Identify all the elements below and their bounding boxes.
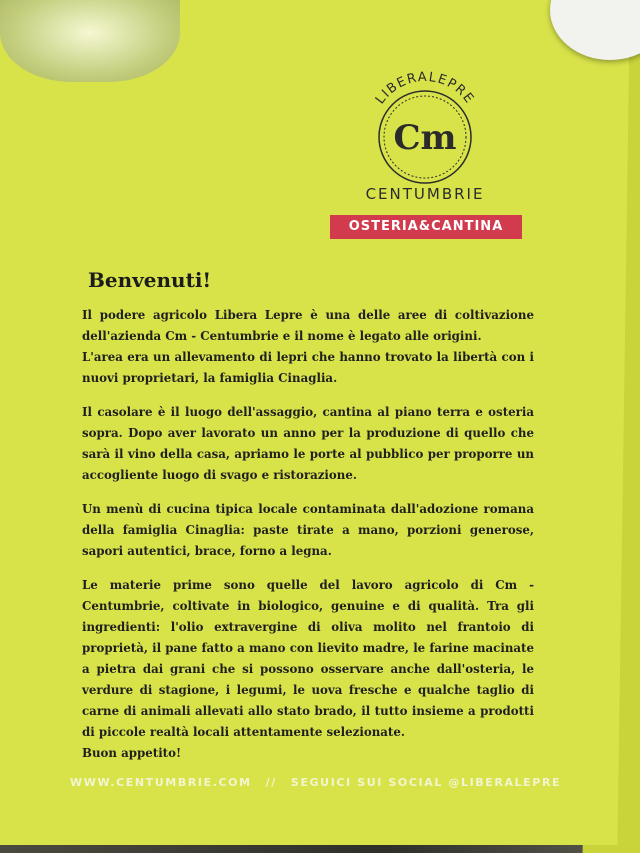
closing-greeting: Buon appetito! bbox=[82, 746, 182, 760]
menu-body-text bbox=[82, 305, 534, 777]
water-glass bbox=[0, 0, 180, 82]
paragraph-menu: Un menù di cucina tipica locale contaminata dall'adozione romana della famiglia Cinaglia: paste tirate a mano, porzioni generose, sapori autentici, brace, forno a legna. bbox=[82, 502, 534, 558]
logo-monogram: Cm bbox=[393, 118, 457, 158]
logo-arc-text: LIBERALEPRE bbox=[372, 70, 478, 108]
footer bbox=[70, 776, 562, 789]
osteria-cantina-tag: OSTERIA&CANTINA bbox=[330, 215, 522, 239]
social-handle[interactable]: SEGUICI SUI SOCIAL @LIBERALEPRE bbox=[290, 776, 562, 789]
paragraph-origin: Il podere agricolo Libera Lepre è una delle aree di coltivazione dell'azienda Cm - Centumbrie e il nome è legato alle origini. bbox=[82, 308, 534, 343]
paragraph-ingredients: Le materie prime sono quelle del lavoro agricolo di Cm - Centumbrie, coltivate in biologico, genuine e di qualità. Tra gli ingredienti: l'olio extravergine di oliva molito nel frantoio di proprietà, il pane fatto a mano con lievito madre, le farine macinate a pietra dai grani che si possono osservare anche dall'osteria, le verdure di stagione, i legumi, le uova fresche e qualche taglio di carne di animali allevati allo stato brado, il tutto insieme a prodotti di piccole realtà locali attentamente selezionate. bbox=[82, 578, 534, 739]
website-link[interactable]: WWW.CENTUMBRIE.COM bbox=[70, 776, 252, 789]
welcome-heading: Benvenuti! bbox=[88, 268, 212, 292]
footer-separator: // bbox=[265, 776, 277, 789]
brand-name: CENTUMBRIE bbox=[365, 185, 485, 203]
paragraph-farmhouse: Il casolare è il luogo dell'assaggio, cantina al piano terra e osteria sopra. Dopo aver lavorato un anno per la produzione di quello che sarà il vino della casa, apriamo le porte al pubblico per proporre un accogliente luogo di svago e ristorazione. bbox=[82, 405, 534, 482]
paragraph-history: L'area era un allevamento di lepri che hanno trovato la libertà con i nuovi proprietari, la famiglia Cinaglia. bbox=[82, 350, 534, 385]
